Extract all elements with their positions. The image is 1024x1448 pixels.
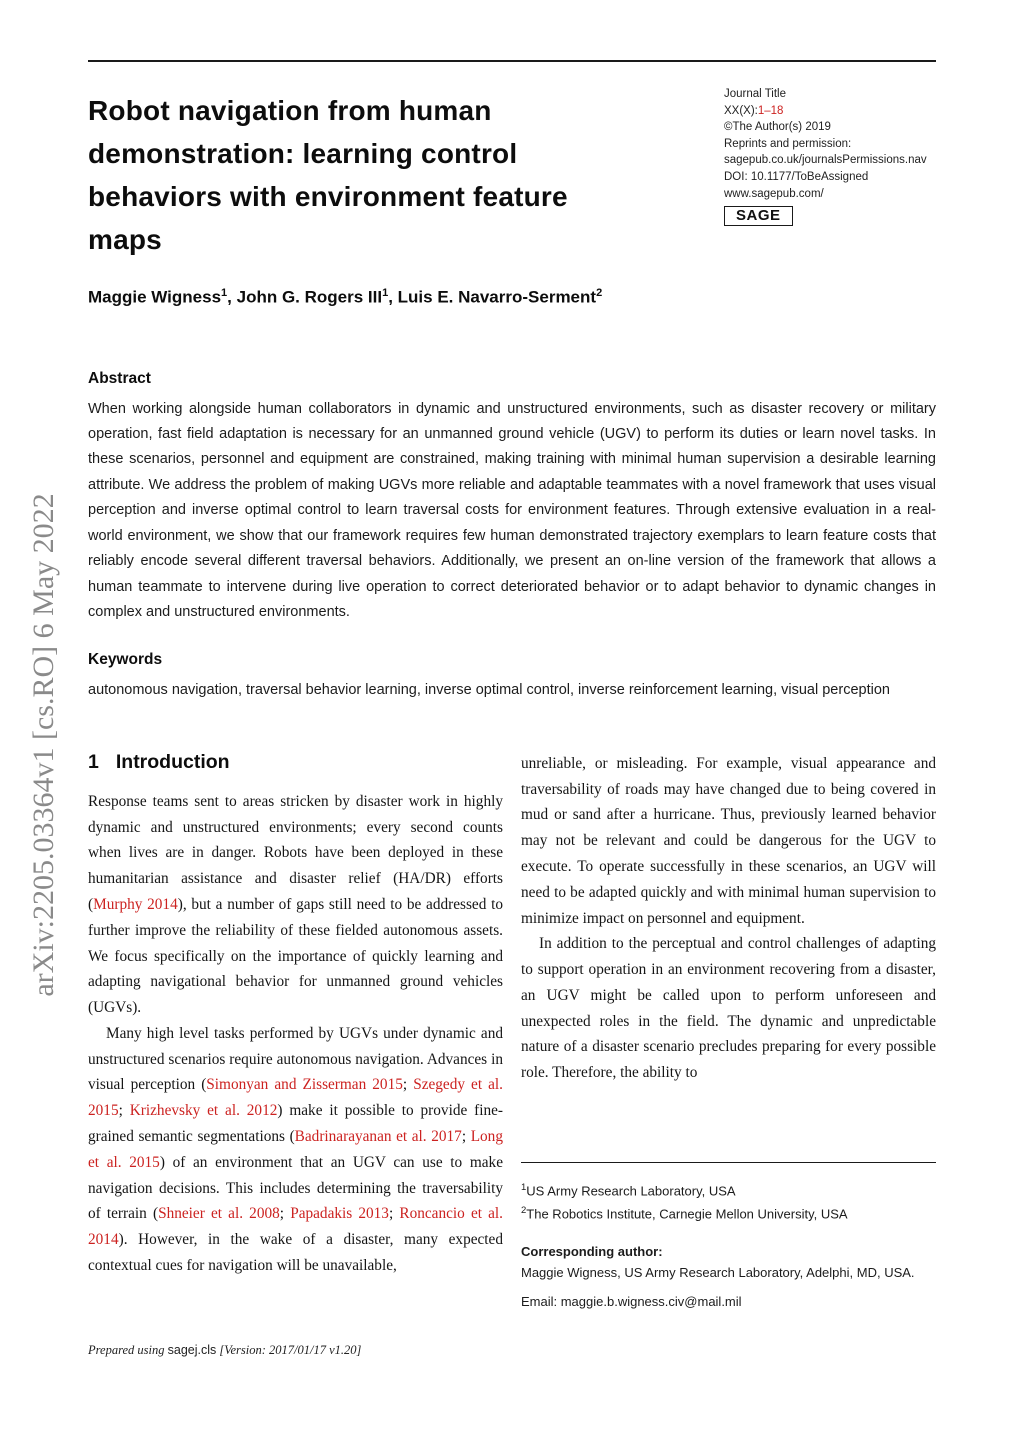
citation-link[interactable]: Roncancio et al. 2014 (88, 1205, 504, 1249)
keywords-heading: Keywords (88, 651, 163, 669)
citation-link[interactable]: Shneier et al. 2008 (158, 1205, 280, 1223)
doi-line: DOI: 10.1177/ToBeAssigned (724, 170, 869, 183)
footnote-rule (521, 1162, 936, 1163)
affiliation-2: $^2$The Robotics Institute, Carnegie Mellon University, USA (521, 1205, 848, 1222)
abstract-body: When working alongside human collaborators in dynamic and unstructured environments, such as disaster recovery or military operation, fast field adaptation is necessary for an unmanned ground vehicle (UGV) to perform its duties or learn novel tasks. In these scenarios, personnel and equipment are constrained, making training with minimal human supervision a desirable learning attribute. We address the problem of making UGVs more reliable and adaptable teammates with a novel framework that uses visual perception and inverse optimal control to learn traversal costs for environment features. Through extensive evaluation in a real-world environment, we show that our framework requires few human demonstrated trajectory exemplars to learn feature costs that reliably encode several different traversal behaviors. Additionally, we present an on-line version of the framework that allows a human teammate to intervene during live operation to correct deteriorated behavior or to adapt behavior to dynamic changes in complex and unstructured environments. (88, 400, 936, 620)
title-line: behaviors with environment feature (88, 181, 568, 212)
title-line: demonstration: learning control (88, 138, 518, 169)
affiliation-1: $^1$US Army Research Laboratory, USA (521, 1181, 736, 1198)
corresponding-author-text: Maggie Wigness, US Army Research Laboratory, Adelphi, MD, USA. (521, 1264, 915, 1280)
section-label: Introduction (115, 750, 230, 773)
permissions-url: sagepub.co.uk/journalsPermissions.nav (724, 154, 927, 167)
footer-note: Prepared using sagej.cls [Version: 2017/01/17 v1.20] (88, 1342, 362, 1357)
intro-paragraph-2: Many high level tasks performed by UGVs under dynamic and unstructured scenarios require autonomous navigation. Advances in visual perception (Simonyan and Zisserman 2015; Szegedy et al. 2015; Krizhevsky et al. 2012) make it possible to provide fine-grained semantic segmentations (Badrinarayanan et al. 2017; Long et al. 2015) of an environment that an UGV can use to make navigation decisions. This includes determining the traversability of terrain (Shneier et al. 2008; Papadakis 2013; Roncancio et al. 2014). However, in the wake of a disaster, many expected contextual cues for navigation will be unavailable, (88, 1024, 504, 1275)
sage-logo: SAGE (724, 206, 793, 226)
arxiv-watermark: arXiv:2205.03364v1 [cs.RO] 6 May 2022 (27, 493, 60, 997)
footnote-block (521, 1162, 936, 1313)
copyright-line: ©The Author(s) 2019 (724, 121, 831, 134)
citation-link[interactable]: Simonyan and Zisserman 2015 (206, 1076, 403, 1094)
journal-title: Journal Title (724, 88, 787, 100)
publisher-url: www.sagepub.com/ (724, 187, 824, 200)
authors-line: Maggie Wigness$^1$, John G. Rogers III$^1$, Luis E. Navarro-Serment$^2$ (88, 287, 603, 307)
right-column (521, 751, 936, 1313)
journal-issue-pages: XX(X):1–18 (724, 104, 784, 117)
two-column-body (88, 751, 936, 1313)
paper-title (88, 62, 698, 261)
intro-paragraph-1: Response teams sent to areas stricken by disaster work in highly dynamic and unstructured environments; every second counts when lives are in danger. Robots have been deployed in these humanitarian assistance and disaster relief (HA/DR) efforts (Murphy 2014), but a number of gaps still need to be addressed to further improve the reliability of these fielded autonomous assets. We focus specifically on the importance of quickly learning and adapting navigational behavior for unmanned ground vehicles (UGVs). (88, 792, 503, 1017)
intro-paragraph-3: unreliable, or misleading. For example, visual appearance and traversability of roads may have changed due to being covered in mud or sand after a hurricane. Thus, previously learned behavior may not be relevant and could be dangerous for the UGV to execute. To operate successfully in these scenarios, an UGV will need to be adapted quickly and with minimal human supervision to minimize impact on personnel and equipment. (521, 754, 936, 927)
citation-link[interactable]: Long et al. 2015 (88, 1128, 503, 1171)
title-line: Robot navigation from human (88, 95, 492, 126)
section-heading-introduction (88, 751, 503, 774)
abstract-section (88, 370, 936, 626)
corresponding-email: Email: maggie.b.wigness.civ@mail.mil (521, 1294, 742, 1310)
section-number: 1 (88, 750, 99, 773)
corresponding-author-label: Corresponding author: (521, 1244, 663, 1260)
left-column (88, 751, 503, 1313)
header (88, 62, 936, 261)
abstract-heading: Abstract (88, 369, 151, 387)
citation-link[interactable]: Papadakis 2013 (290, 1205, 389, 1223)
journal-meta (724, 62, 936, 226)
title-line: maps (88, 224, 162, 255)
reprints-line: Reprints and permission: (724, 137, 852, 150)
keywords-body: autonomous navigation, traversal behavior learning, inverse optimal control, inverse reinforcement learning, visual perception (88, 682, 890, 699)
citation-link[interactable]: Badrinarayanan et al. 2017 (294, 1128, 462, 1146)
citation-link[interactable]: Krizhevsky et al. 2012 (129, 1102, 278, 1120)
intro-paragraph-4: In addition to the perceptual and control challenges of adapting to support operation in an environment recovering from a disaster, an UGV might be called upon to perform unforeseen and unexpected roles in the field. The dynamic and unpredictable nature of a disaster scenario precludes preparing for every possible role. Therefore, the ability to (521, 935, 936, 1082)
citation-link[interactable]: 1–18 (757, 104, 784, 117)
citation-link[interactable]: Szegedy et al. 2015 (88, 1076, 504, 1120)
citation-link[interactable]: Murphy 2014 (93, 895, 178, 913)
class-file-name: sagej.cls (167, 1342, 217, 1357)
keywords-section (88, 651, 936, 703)
